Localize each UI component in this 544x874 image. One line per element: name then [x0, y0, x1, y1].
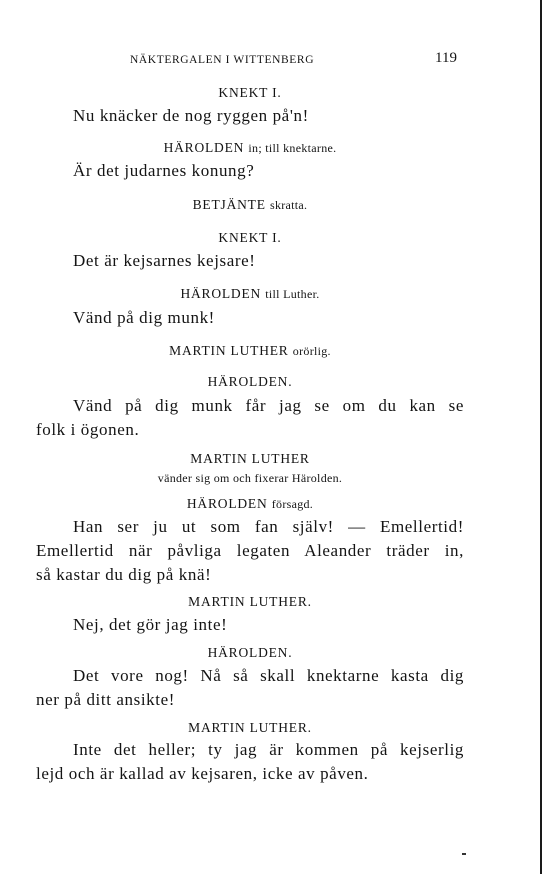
- speaker-name: MARTIN LUTHER: [190, 451, 310, 466]
- speaker-name: HÄROLDEN: [186, 496, 268, 511]
- speech-line: Nu knäcker de nog ryggen på'n!: [73, 106, 309, 125]
- speaker-name: MARTIN LUTHER.: [188, 720, 312, 735]
- speaker-name: KNEKT I.: [218, 85, 282, 100]
- dialogue-block-betjante: [36, 195, 464, 215]
- dialogue-block-knekt-1: [36, 83, 464, 103]
- dialogue-block-harolden-5: [36, 643, 464, 663]
- speaker-heading: [36, 494, 464, 514]
- speech-block-knekt-2: [36, 249, 464, 273]
- speech-line: Han ser ju ut som fan själv! — Emellertid!: [73, 517, 464, 536]
- speech-line: Är det judarnes konung?: [73, 161, 255, 180]
- speaker-heading: [36, 284, 464, 304]
- speaker-heading: [36, 195, 464, 215]
- print-speck: [462, 853, 466, 855]
- page-edge-shadow: [540, 0, 542, 874]
- speaker-heading: [36, 138, 464, 158]
- speaker-name: HÄROLDEN: [163, 140, 245, 155]
- speech-line: folk i ögonen.: [36, 420, 140, 439]
- speech-block-luther-3: [36, 613, 464, 637]
- speaker-name: MARTIN LUTHER.: [188, 594, 312, 609]
- dialogue-block-harolden-2: [36, 284, 464, 304]
- running-head: NÄKTERGALEN I WITTENBERG: [130, 54, 315, 66]
- speech-line: Inte det heller; ty jag är kommen på kejserlig: [73, 740, 464, 759]
- speech-block-luther-4: [36, 738, 464, 786]
- stage-direction: skratta.: [269, 198, 308, 212]
- speech-block-harolden-1: [36, 159, 464, 183]
- speech-line: lejd och är kallad av kejsaren, icke av påven.: [36, 764, 369, 783]
- speaker-name: HÄROLDEN: [180, 286, 262, 301]
- dialogue-block-knekt-2: [36, 228, 464, 248]
- stage-direction: till Luther.: [265, 287, 320, 301]
- speech-line: Vänd på dig munk!: [73, 308, 215, 327]
- page-number: 119: [435, 50, 457, 66]
- dialogue-block-luther-1: [36, 341, 464, 361]
- stage-direction: orörlig.: [292, 344, 331, 358]
- speaker-name: MARTIN LUTHER: [169, 343, 289, 358]
- speech-block-harolden-5: [36, 664, 464, 712]
- speaker-name: BETJÄNTE: [192, 197, 266, 212]
- speech-block-harolden-3: [36, 394, 464, 442]
- dialogue-block-luther-3: [36, 592, 464, 612]
- speech-line: Vänd på dig munk får jag se om du kan se: [73, 396, 464, 415]
- speech-line: ner på ditt ansikte!: [36, 690, 175, 709]
- speech-line: så kastar du dig på knä!: [36, 565, 212, 584]
- speech-block-knekt-1: [36, 104, 464, 128]
- dialogue-block-harolden-4: [36, 494, 464, 514]
- speaker-name: HÄROLDEN.: [207, 374, 293, 389]
- speaker-name: HÄROLDEN.: [207, 645, 293, 660]
- dialogue-block-luther-4: [36, 718, 464, 738]
- speech-line: Det är kejsarnes kejsare!: [73, 251, 256, 270]
- speech-block-harolden-2: [36, 306, 464, 330]
- stage-direction: vänder sig om och fixerar Härolden.: [157, 471, 343, 485]
- page-header: [0, 50, 544, 70]
- dialogue-block-harolden-3: [36, 372, 464, 392]
- dialogue-block-harolden-1: [36, 138, 464, 158]
- speech-line: Emellertid när påvliga legaten Aleander träder in,: [36, 541, 464, 560]
- stage-direction: försagd.: [271, 497, 314, 511]
- speaker-name: KNEKT I.: [218, 230, 282, 245]
- stage-direction: in; till knektarne.: [248, 141, 337, 155]
- speech-block-harolden-4: [36, 515, 464, 587]
- speech-line: Det vore nog! Nå så skall knektarne kasta dig: [73, 666, 464, 685]
- speaker-heading: [36, 341, 464, 361]
- dialogue-block-luther-2: [36, 449, 464, 487]
- speech-line: Nej, det gör jag inte!: [73, 615, 228, 634]
